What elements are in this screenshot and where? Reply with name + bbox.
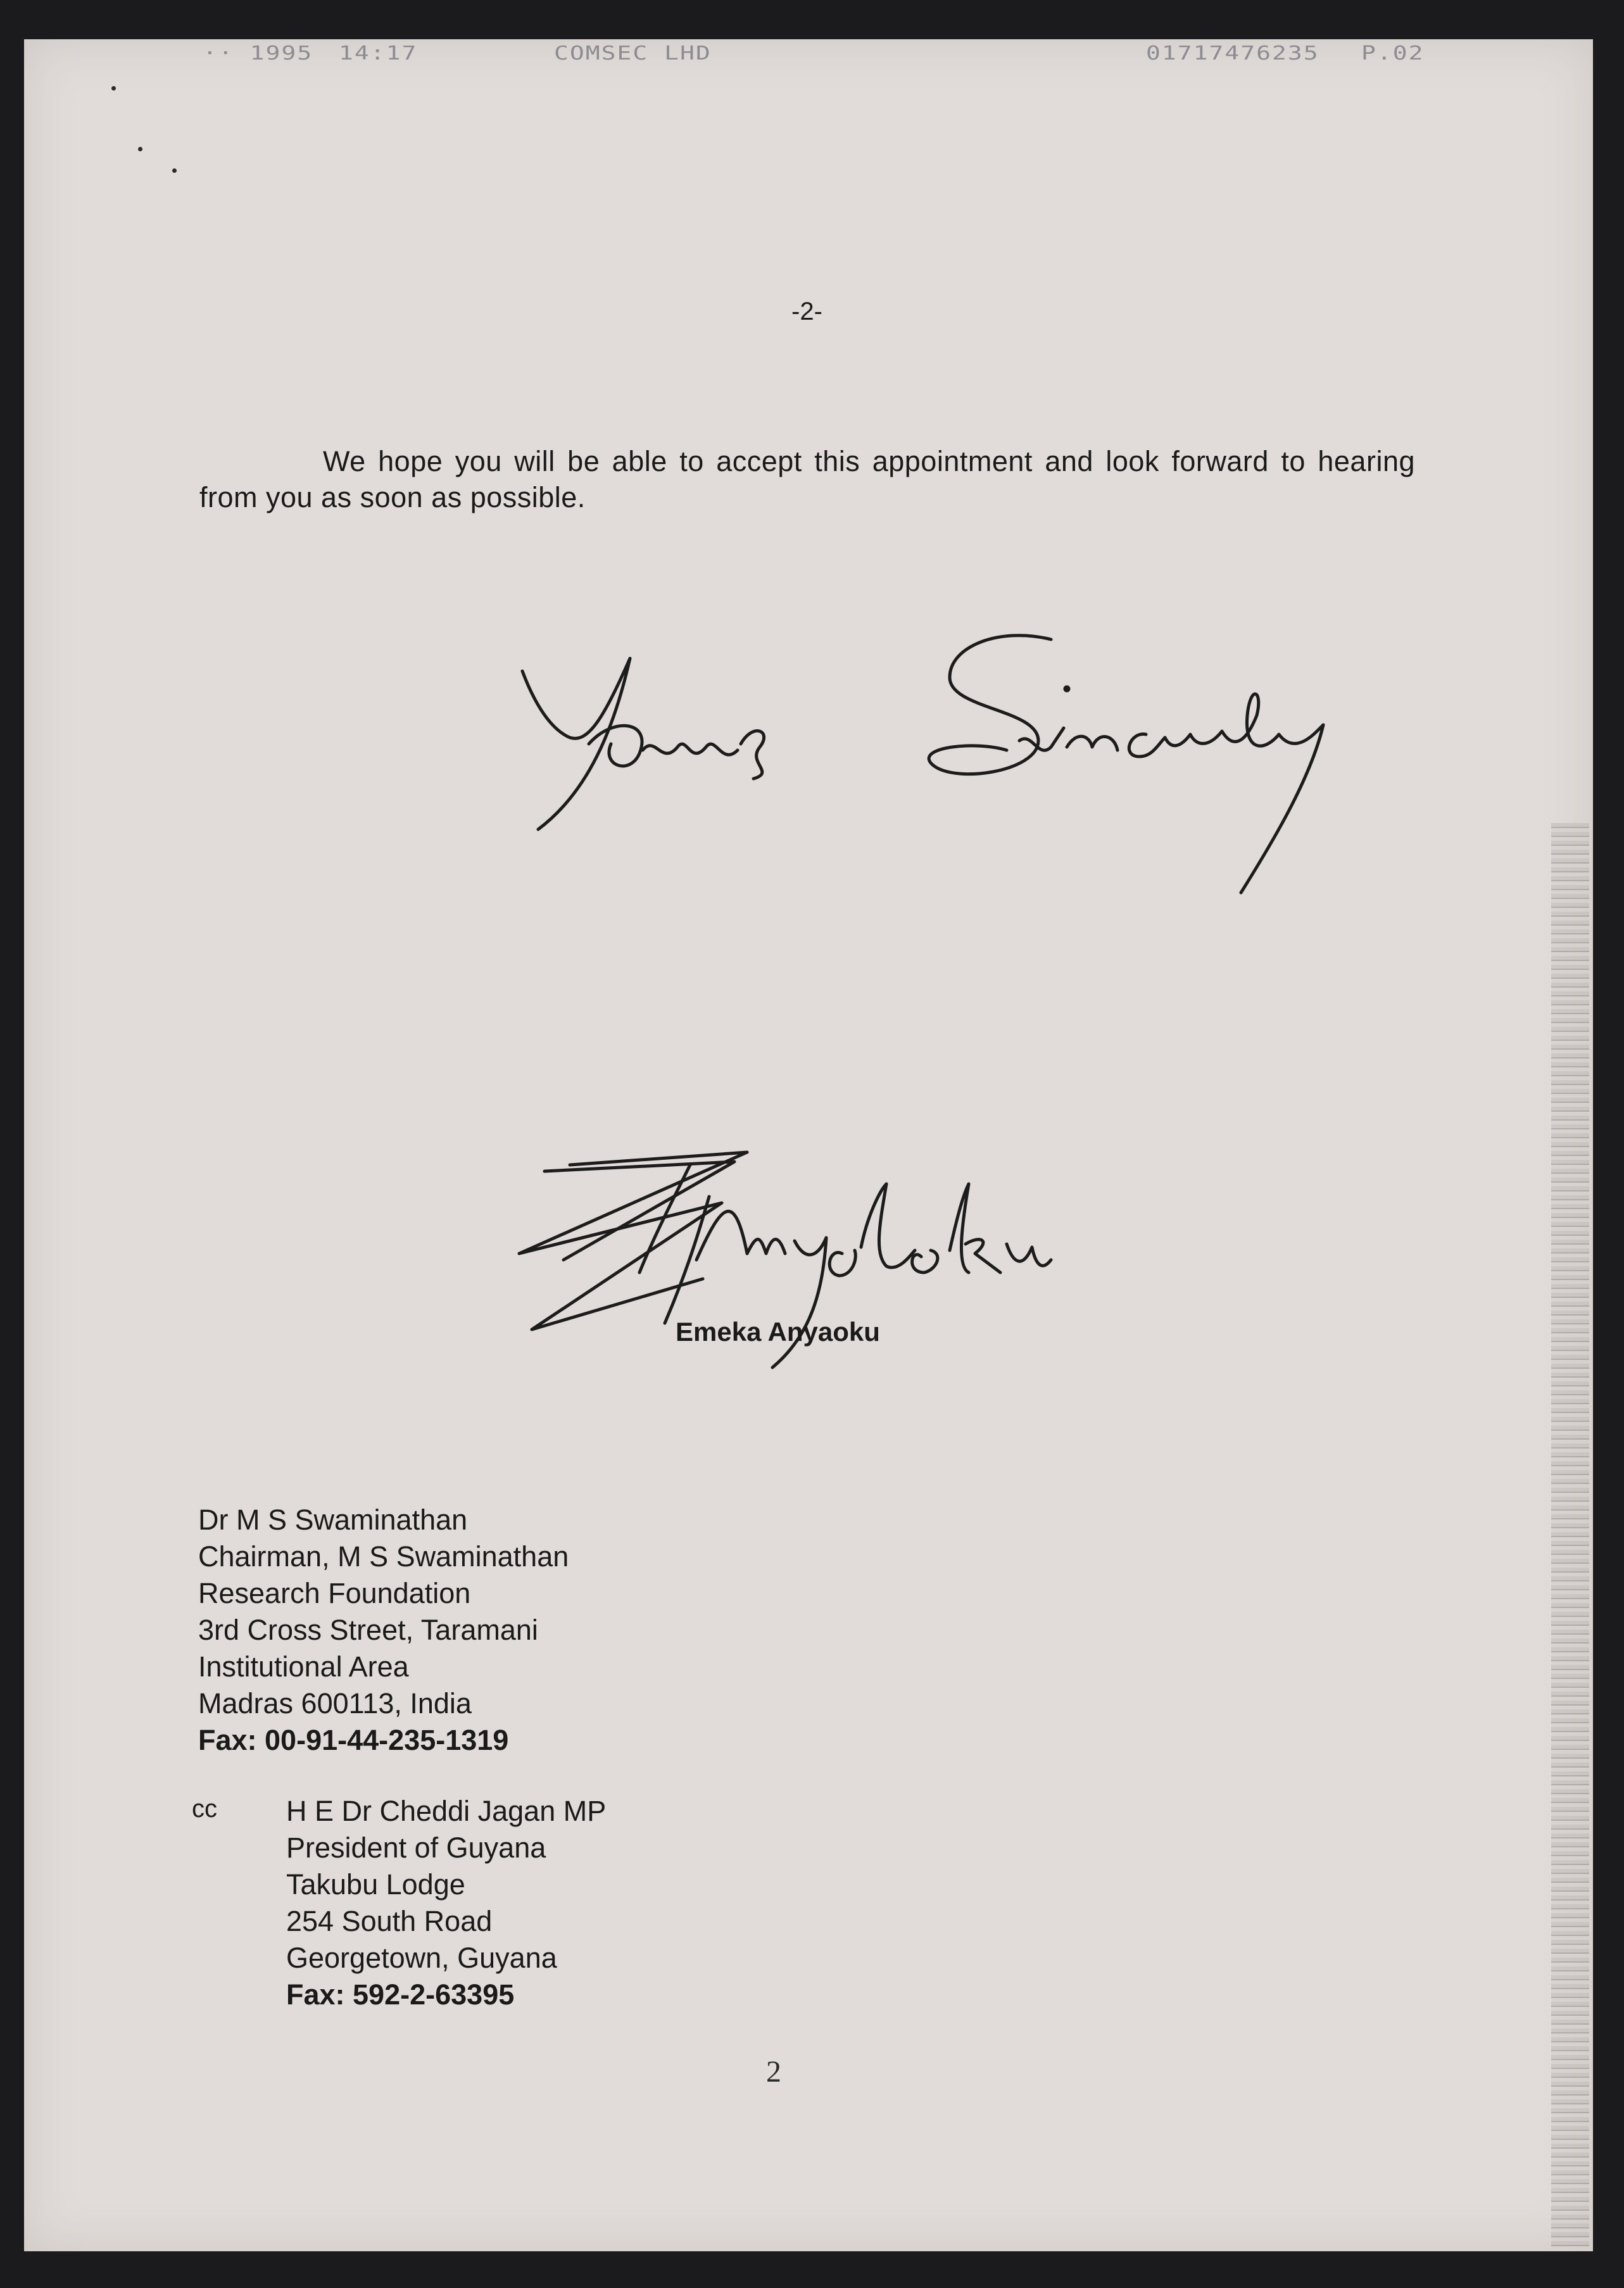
recipient-fax: Fax: 00-91-44-235-1319 [198,1724,509,1756]
scan-speck [111,86,116,91]
scan-speck [138,147,142,151]
page-number: 2 [766,2055,781,2089]
cc-line: 254 South Road [286,1905,493,1937]
recipient-line: Dr M S Swaminathan [198,1504,468,1536]
recipient-line: 3rd Cross Street, Taramani [198,1614,538,1646]
cc-fax: Fax: 592-2-63395 [286,1978,515,2011]
page-marker: -2- [791,298,822,325]
closing-signature [494,620,1482,912]
scanned-page-edge [1551,823,1589,2247]
cc-line: H E Dr Cheddi Jagan MP [286,1795,607,1827]
recipient-line: Chairman, M S Swaminathan [198,1540,569,1573]
cc-line: Georgetown, Guyana [286,1942,557,1974]
author-name: Emeka Anyaoku [676,1317,880,1347]
recipient-line: Institutional Area [198,1650,409,1683]
cc-label: cc [192,1795,217,1823]
body-paragraph: We hope you will be able to accept this appointment and look forward to hearing from you as soon as possible. [199,445,1415,513]
cc-address [286,1793,606,2013]
fax-header-sender: COMSEC LHD [554,42,712,65]
fax-header-number: 01717476235 [1146,42,1319,65]
recipient-address [198,1502,569,1759]
fax-header-date: ·· 1995 [203,42,313,65]
author-signature [507,1127,1292,1380]
cc-line: President of Guyana [286,1832,546,1864]
recipient-line: Research Foundation [198,1577,471,1609]
fax-header-time: 14:17 [339,42,418,65]
scan-speck [172,168,177,173]
cc-line: Takubu Lodge [286,1868,465,1901]
recipient-line: Madras 600113, India [198,1687,472,1719]
fax-header-page: P.02 [1361,42,1425,65]
